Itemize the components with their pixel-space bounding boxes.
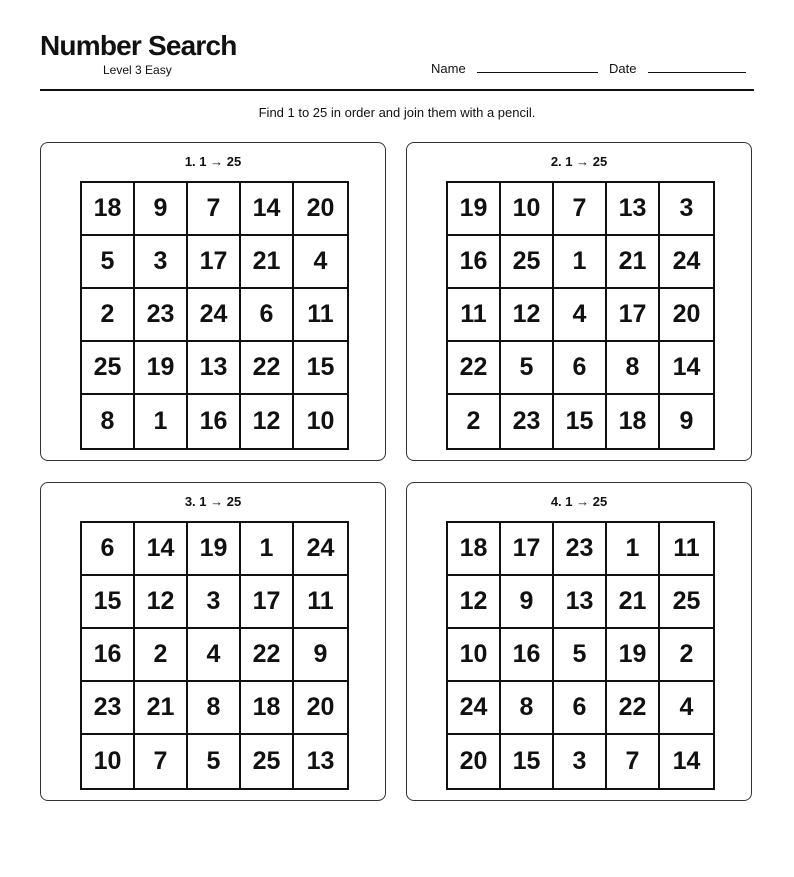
puzzle-card-1 bbox=[40, 142, 386, 461]
grid-cell[interactable]: 22 bbox=[241, 342, 294, 395]
grid-cell[interactable]: 15 bbox=[82, 576, 135, 629]
grid-cell[interactable]: 24 bbox=[188, 289, 241, 342]
grid-cell[interactable]: 20 bbox=[660, 289, 713, 342]
grid-cell[interactable]: 11 bbox=[294, 289, 347, 342]
grid-cell[interactable]: 6 bbox=[554, 342, 607, 395]
grid-cell[interactable]: 2 bbox=[82, 289, 135, 342]
grid-cell[interactable]: 14 bbox=[672, 747, 701, 775]
grid-cell[interactable]: 11 bbox=[660, 523, 713, 576]
grid-cell[interactable]: 21 bbox=[241, 236, 294, 289]
puzzle-title: 1. 1 → 25 bbox=[184, 154, 242, 169]
grid-cell[interactable]: 2 bbox=[660, 629, 713, 682]
grid-cell[interactable]: 13 bbox=[554, 576, 607, 629]
grid-cell[interactable]: 3 bbox=[554, 735, 607, 788]
grid-cell[interactable]: 16 bbox=[501, 629, 554, 682]
grid-cell[interactable]: 10 bbox=[306, 407, 335, 435]
grid-cell[interactable]: 16 bbox=[82, 629, 135, 682]
puzzle-card-3 bbox=[40, 482, 386, 801]
grid-cell[interactable]: 18 bbox=[241, 682, 294, 735]
grid-cell[interactable]: 23 bbox=[82, 682, 135, 735]
grid-cell[interactable]: 14 bbox=[660, 342, 713, 395]
grid-cell[interactable]: 3 bbox=[660, 183, 713, 236]
grid-cell[interactable]: 15 bbox=[294, 342, 347, 395]
puzzle-title: 2. 1 → 25 bbox=[550, 154, 608, 169]
grid-cell[interactable]: 10 bbox=[82, 735, 135, 788]
grid-cell[interactable]: 7 bbox=[607, 735, 660, 788]
grid-cell[interactable]: 3 bbox=[188, 576, 241, 629]
grid-cell[interactable]: 11 bbox=[294, 576, 347, 629]
grid-cell[interactable]: 21 bbox=[135, 682, 188, 735]
grid-cell[interactable]: 8 bbox=[501, 682, 554, 735]
grid-cell[interactable]: 19 bbox=[188, 523, 241, 576]
grid-cell[interactable]: 17 bbox=[241, 576, 294, 629]
grid-cell[interactable]: 25 bbox=[82, 342, 135, 395]
grid-cell[interactable]: 18 bbox=[448, 523, 501, 576]
grid-cell[interactable]: 25 bbox=[241, 735, 294, 788]
grid-cell[interactable]: 5 bbox=[82, 236, 135, 289]
grid-cell[interactable]: 3 bbox=[135, 236, 188, 289]
grid-cell[interactable]: 15 bbox=[554, 395, 607, 448]
grid-cell[interactable]: 22 bbox=[607, 682, 660, 735]
grid-cell[interactable]: 1 bbox=[241, 523, 294, 576]
grid-cell[interactable]: 4 bbox=[554, 289, 607, 342]
grid-cell[interactable]: 2 bbox=[448, 395, 501, 448]
puzzle-card-4 bbox=[406, 482, 752, 801]
grid-cell[interactable]: 4 bbox=[294, 236, 347, 289]
grid-cell[interactable]: 16 bbox=[188, 395, 241, 448]
grid-cell[interactable]: 17 bbox=[188, 236, 241, 289]
grid-cell[interactable]: 12 bbox=[241, 395, 294, 448]
puzzle-title: 4. 1 → 25 bbox=[550, 494, 608, 509]
grid-cell[interactable]: 5 bbox=[188, 735, 241, 788]
puzzle-card-2 bbox=[406, 142, 752, 461]
grid-cell[interactable]: 24 bbox=[660, 236, 713, 289]
puzzle-title: 3. 1 → 25 bbox=[184, 494, 242, 509]
grid-cell[interactable]: 14 bbox=[135, 523, 188, 576]
grid-cell[interactable]: 24 bbox=[294, 523, 347, 576]
grid-cell[interactable]: 15 bbox=[501, 735, 554, 788]
grid-cell[interactable]: 21 bbox=[607, 576, 660, 629]
grid-cell[interactable]: 4 bbox=[660, 682, 713, 735]
number-grid bbox=[446, 521, 715, 790]
grid-cell[interactable]: 23 bbox=[501, 395, 554, 448]
grid-cell[interactable]: 19 bbox=[135, 342, 188, 395]
grid-cell[interactable]: 13 bbox=[306, 747, 335, 775]
grid-cell[interactable]: 6 bbox=[554, 682, 607, 735]
grid-cell[interactable]: 8 bbox=[188, 682, 241, 735]
grid-cell[interactable]: 17 bbox=[501, 523, 554, 576]
number-grid bbox=[446, 181, 715, 450]
grid-cell[interactable]: 9 bbox=[501, 576, 554, 629]
grid-cell[interactable]: 7 bbox=[554, 183, 607, 236]
worksheet-level: Level 3 Easy bbox=[103, 63, 172, 77]
grid-cell[interactable]: 25 bbox=[501, 236, 554, 289]
number-grid bbox=[80, 521, 349, 790]
grid-cell[interactable]: 18 bbox=[607, 395, 660, 448]
grid-cell[interactable]: 1 bbox=[135, 395, 188, 448]
instructions: Find 1 to 25 in order and join them with a pencil. bbox=[258, 105, 536, 120]
grid-cell[interactable]: 9 bbox=[135, 183, 188, 236]
grid-cell[interactable]: 4 bbox=[188, 629, 241, 682]
grid-cell[interactable]: 6 bbox=[82, 523, 135, 576]
name-label: Name bbox=[431, 61, 466, 76]
worksheet-title: Number Search bbox=[40, 30, 237, 61]
grid-cell[interactable]: 13 bbox=[188, 342, 241, 395]
grid-cell[interactable]: 25 bbox=[660, 576, 713, 629]
grid-cell[interactable]: 6 bbox=[241, 289, 294, 342]
grid-cell[interactable]: 1 bbox=[607, 523, 660, 576]
grid-cell[interactable]: 5 bbox=[554, 629, 607, 682]
grid-cell[interactable]: 20 bbox=[294, 682, 347, 735]
grid-cell[interactable]: 10 bbox=[501, 183, 554, 236]
grid-cell[interactable]: 12 bbox=[448, 576, 501, 629]
grid-cell[interactable]: 24 bbox=[448, 682, 501, 735]
grid-cell[interactable]: 12 bbox=[501, 289, 554, 342]
grid-cell[interactable]: 9 bbox=[679, 407, 694, 435]
grid-cell[interactable]: 7 bbox=[188, 183, 241, 236]
grid-cell[interactable]: 14 bbox=[241, 183, 294, 236]
date-label: Date bbox=[609, 61, 637, 76]
grid-cell[interactable]: 20 bbox=[448, 735, 501, 788]
grid-cell[interactable]: 11 bbox=[448, 289, 501, 342]
grid-cell[interactable]: 8 bbox=[82, 395, 135, 448]
grid-cell[interactable]: 22 bbox=[241, 629, 294, 682]
date-line bbox=[648, 72, 746, 73]
grid-cell[interactable]: 23 bbox=[554, 523, 607, 576]
grid-cell[interactable]: 21 bbox=[607, 236, 660, 289]
grid-cell[interactable]: 1 bbox=[554, 236, 607, 289]
grid-cell[interactable]: 8 bbox=[607, 342, 660, 395]
header-divider bbox=[40, 89, 754, 91]
grid-cell[interactable]: 23 bbox=[135, 289, 188, 342]
grid-cell[interactable]: 22 bbox=[448, 342, 501, 395]
grid-cell[interactable]: 5 bbox=[501, 342, 554, 395]
grid-cell[interactable]: 13 bbox=[607, 183, 660, 236]
grid-cell[interactable]: 17 bbox=[607, 289, 660, 342]
grid-cell[interactable]: 2 bbox=[135, 629, 188, 682]
number-grid bbox=[80, 181, 349, 450]
grid-cell[interactable]: 16 bbox=[448, 236, 501, 289]
grid-cell[interactable]: 19 bbox=[448, 183, 501, 236]
grid-cell[interactable]: 10 bbox=[448, 629, 501, 682]
grid-cell[interactable]: 20 bbox=[294, 183, 347, 236]
grid-cell[interactable]: 12 bbox=[135, 576, 188, 629]
grid-cell[interactable]: 18 bbox=[82, 183, 135, 236]
name-line bbox=[477, 72, 598, 73]
grid-cell[interactable]: 19 bbox=[607, 629, 660, 682]
grid-cell[interactable]: 9 bbox=[294, 629, 347, 682]
grid-cell[interactable]: 7 bbox=[135, 735, 188, 788]
